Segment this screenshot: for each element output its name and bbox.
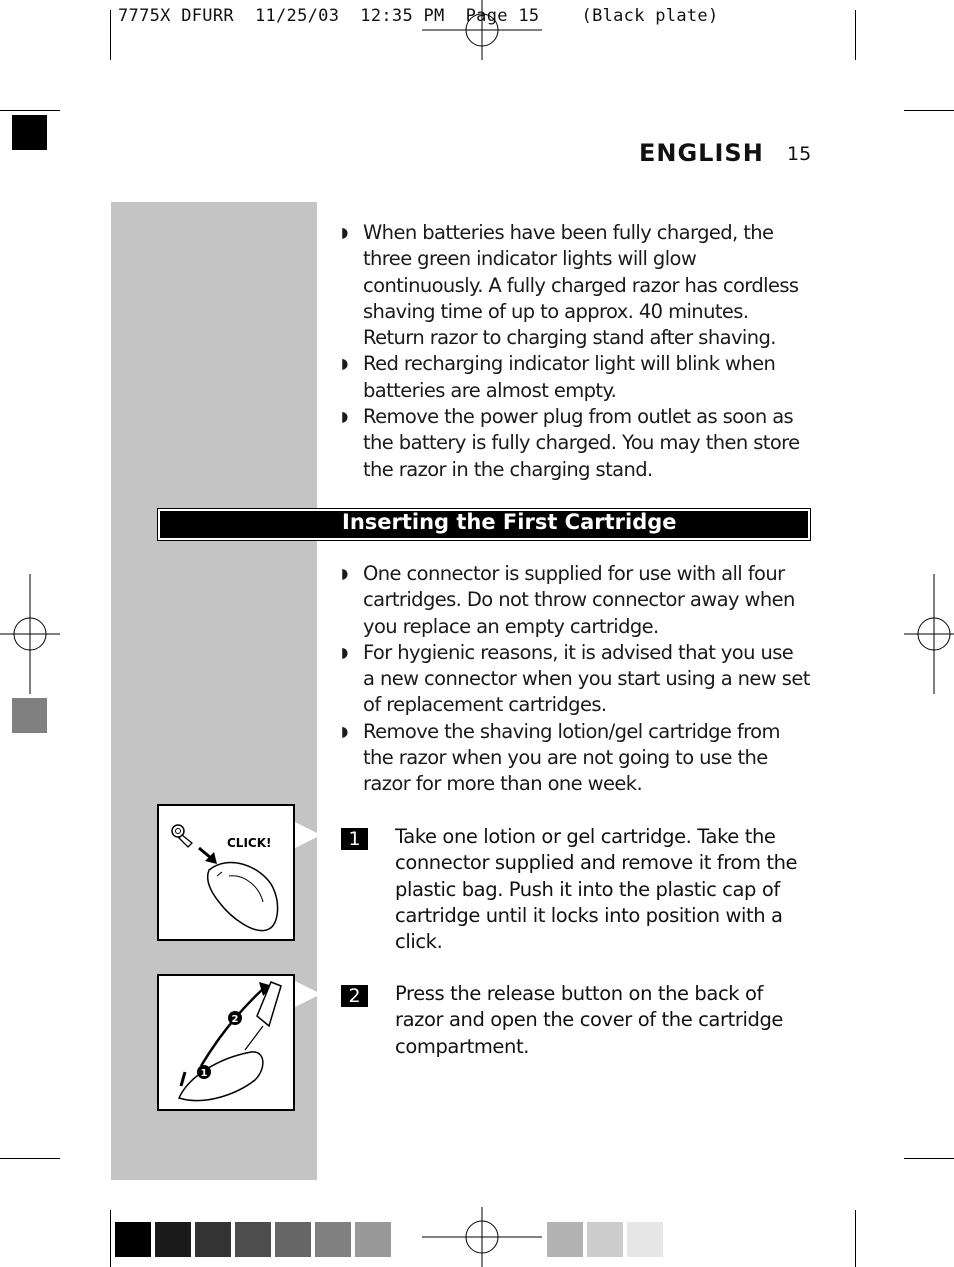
list-item: ◗ For hygienic reasons, it is advised that you use a new connector when you start using a new set of replacement cartridges.: [341, 640, 810, 717]
step-number-badge: 1: [341, 828, 368, 850]
calibration-swatch: [115, 1222, 151, 1257]
language-heading: ENGLISH: [639, 139, 764, 167]
slug-line: 7775X DFURR 11/25/03 12:35 PM Page 15 (Black plate): [118, 6, 719, 26]
bullet-list-cartridge: [340, 561, 810, 798]
bullet-icon: ◗: [341, 409, 348, 426]
calibration-swatch: [315, 1222, 351, 1257]
registration-target-right: [904, 574, 954, 694]
bullet-icon: ◗: [341, 566, 348, 582]
callout-1: 1: [200, 1068, 208, 1079]
calibration-swatch: [627, 1222, 663, 1257]
calibration-swatch: [547, 1222, 583, 1257]
section-heading-bar: [157, 508, 811, 541]
calibration-swatch: [155, 1222, 191, 1257]
bullet-list-charging: [340, 220, 810, 483]
bullet-icon: ◗: [341, 356, 348, 373]
click-label: CLICK!: [227, 836, 272, 850]
bullet-icon: ◗: [341, 644, 348, 661]
bullet-icon: ◗: [341, 225, 348, 241]
step-text: Press the release button on the back of razor and open the cover of the cartridge compartment.: [395, 982, 784, 1058]
list-item: ◗ Red recharging indicator light will blink when batteries are almost empty.: [341, 352, 776, 402]
razor-open-cover-illustration: [159, 976, 293, 1109]
figure-pointer: [295, 822, 321, 848]
page-number: 15: [787, 143, 812, 165]
figure-connector-click: [157, 804, 295, 941]
step-text: Take one lotion or gel cartridge. Take the connector supplied and remove it from the plastic bag. Push it into the plastic cap of cartridge until it locks into position with a click.: [395, 825, 798, 954]
registration-target-top: [422, 0, 542, 60]
calibration-swatch: [195, 1222, 231, 1257]
calibration-swatch: [587, 1222, 623, 1257]
list-item: ◗ Remove the shaving lotion/gel cartridge from the razor when you are not going to use the razor for more than one week.: [341, 719, 780, 796]
figure-open-cover: [157, 974, 295, 1111]
bullet-icon: ◗: [341, 723, 348, 740]
callout-2: 2: [231, 1014, 239, 1025]
section-title: Inserting the First Cartridge: [342, 510, 677, 534]
razor-connector-illustration: [159, 806, 293, 939]
calibration-swatch: [235, 1222, 271, 1257]
calibration-swatch: [355, 1222, 391, 1257]
registration-target-bottom: [422, 1207, 542, 1267]
step-number-badge: 2: [341, 985, 368, 1007]
figure-pointer: [295, 981, 321, 1007]
registration-target-left: [0, 574, 60, 694]
list-item: ◗ When batteries have been fully charged, the three green indicator lights will glow continuously. A fully charged razor has cordless shaving time of up to approx. 40 minutes. Return razor to charging stand after shaving.: [341, 221, 799, 350]
list-item: ◗ One connector is supplied for use with all four cartridges. Do not throw connector away when you replace an empty cartridge.: [341, 562, 795, 638]
list-item: ◗ Remove the power plug from outlet as soon as the battery is fully charged. You may then store the razor in the charging stand.: [341, 405, 800, 481]
calibration-swatch: [275, 1222, 311, 1257]
